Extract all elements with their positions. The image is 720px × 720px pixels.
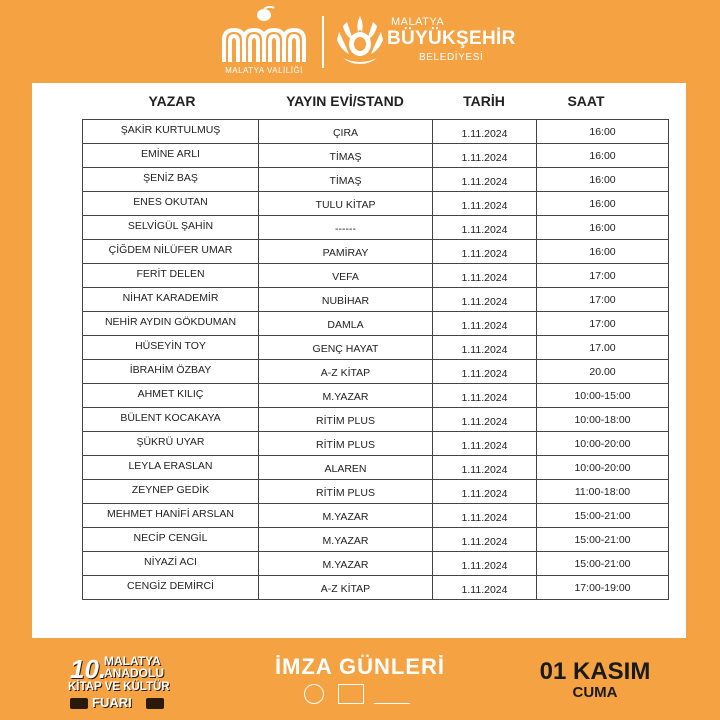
author-cell [83,360,259,384]
author-cell [83,144,259,168]
table-row [83,336,669,360]
time-cell-text: 17:00-19:00 [574,582,631,594]
publisher-cell-text: TİMAŞ [329,175,362,187]
time-cell [537,216,669,240]
time-cell [537,288,669,312]
time-cell [537,264,669,288]
author-cell [83,336,259,360]
date-cell [433,552,537,576]
author-cell [83,456,259,480]
publisher-cell-text: RİTİM PLUS [316,487,375,499]
author-cell [83,240,259,264]
author-cell-text: İBRAHİM ÖZBAY [129,364,212,376]
date-cell-text: 1.11.2024 [461,536,508,548]
date-cell-text: 1.11.2024 [461,416,508,428]
date-cell-text: 1.11.2024 [461,440,508,452]
date-cell-text: 1.11.2024 [461,344,508,356]
author-cell [83,120,259,144]
author-cell-text: ZEYNEP GEDİK [131,484,210,496]
time-cell-text: 15:00-21:00 [574,510,631,522]
time-cell-text: 10:00-18:00 [574,414,631,426]
date-cell [433,480,537,504]
author-cell-text: ŞAKİR KURTULMUŞ [120,124,221,136]
logo-right-line1: MALATYA [391,16,445,28]
publisher-cell [259,312,433,336]
date-cell-text: 1.11.2024 [461,488,508,500]
time-cell-text: 10:00-15:00 [574,390,631,402]
publisher-cell [259,216,433,240]
time-cell-text: 15:00-21:00 [574,558,631,570]
logo-right-line3: BELEDİYESİ [419,52,484,63]
publisher-cell-text: DAMLA [327,319,364,331]
date-cell-text: 1.11.2024 [461,560,508,572]
date-cell [433,216,537,240]
table-row [83,480,669,504]
date-cell-text: 1.11.2024 [461,320,508,332]
author-cell [83,384,259,408]
author-cell-text: FERİT DELEN [136,268,205,280]
date-cell [433,120,537,144]
publisher-cell-text: M.YAZAR [322,559,369,571]
author-cell-text: NECİP CENGİL [133,532,208,544]
author-cell-text: HÜSEYİN TOY [135,340,206,352]
date-cell-text: 1.11.2024 [461,272,508,284]
table-row [83,240,669,264]
header-divider [322,16,324,68]
author-cell-text: AHMET KILIÇ [137,388,204,400]
publisher-cell [259,384,433,408]
time-cell-text: 17:00 [589,318,616,330]
publisher-cell [259,456,433,480]
fair-number: 10. [70,654,107,684]
publisher-cell [259,552,433,576]
author-cell-text: EMİNE ARLI [141,148,200,160]
date-cell-text: 1.11.2024 [461,464,508,476]
author-cell-text: MEHMET HANİFİ ARSLAN [107,508,234,520]
date-cell [433,408,537,432]
time-cell [537,144,669,168]
logo-left-caption: MALATYA VALİLİĞİ [225,66,303,75]
publisher-cell [259,168,433,192]
date-cell [433,528,537,552]
table-row [83,552,669,576]
author-cell-text: NEHİR AYDIN GÖKDUMAN [104,316,237,328]
date-cell [433,456,537,480]
author-cell [83,552,259,576]
publisher-cell [259,576,433,600]
date-cell [433,240,537,264]
time-cell [537,360,669,384]
time-cell [537,576,669,600]
sponsor-seal-icon [304,684,324,704]
time-cell-text: 11:00-18:00 [574,486,631,498]
date-cell [433,264,537,288]
publisher-cell [259,240,433,264]
date-cell [433,192,537,216]
time-cell [537,192,669,216]
fair-line1: MALATYA [104,654,161,668]
publisher-cell-text: ------ [335,223,356,235]
time-cell [537,528,669,552]
time-cell [537,480,669,504]
author-cell [83,264,259,288]
publisher-cell [259,432,433,456]
table-row [83,408,669,432]
book-fair-logo [60,650,185,714]
author-cell [83,576,259,600]
time-cell-text: 16:00 [589,246,616,258]
date-cell-text: 1.11.2024 [461,368,508,380]
publisher-cell-text: ALAREN [324,463,367,475]
column-header-yazar: YAZAR [148,93,196,109]
time-cell-text: 15:00-21:00 [574,534,631,546]
lotus-apricot-icon [335,14,385,70]
date-cell [433,144,537,168]
table-row [83,504,669,528]
publisher-cell-text: PAMİRAY [322,247,369,259]
time-cell-text: 10:00-20:00 [574,438,631,450]
time-cell-text: 17.00 [589,342,616,354]
fair-line4: FUARI [92,695,132,710]
publisher-cell [259,264,433,288]
publisher-cell [259,144,433,168]
date-cell-text: 1.11.2024 [461,296,508,308]
publisher-cell-text: A-Z KİTAP [320,367,371,379]
event-title: İMZA GÜNLERİ [274,654,446,679]
author-cell-text: SELVİGÜL ŞAHİN [127,220,214,232]
table-row [83,168,669,192]
time-cell-text: 16:00 [589,150,616,162]
footer [0,640,720,720]
time-cell-text: 10:00-20:00 [574,462,631,474]
author-cell-text: ŞÜKRÜ UYAR [136,436,205,448]
column-header-tarih: TARİH [463,93,505,109]
table-row [83,216,669,240]
logo-right-line2: BÜYÜKŞEHİR [387,28,516,49]
author-cell-text: NİHAT KARADEMİR [122,292,219,304]
books-right-icon [146,698,164,709]
time-cell [537,312,669,336]
date-cell-text: 1.11.2024 [461,176,508,188]
time-cell [537,336,669,360]
publisher-cell [259,336,433,360]
table-row [83,384,669,408]
author-cell [83,192,259,216]
author-cell [83,312,259,336]
date-cell [433,360,537,384]
table-row [83,264,669,288]
publisher-cell-text: NUBİHAR [321,295,370,307]
date-cell [433,288,537,312]
publisher-cell-text: A-Z KİTAP [320,583,371,595]
date-cell [433,504,537,528]
publisher-cell-text: ÇIRA [332,127,359,139]
publisher-cell-text: M.YAZAR [322,511,369,523]
time-cell-text: 17:00 [589,294,616,306]
column-header-saat: SAAT [567,93,605,109]
books-left-icon [70,698,88,709]
table-row [83,576,669,600]
time-cell [537,240,669,264]
publisher-cell-text: VEFA [332,271,359,283]
table-row [83,120,669,144]
time-cell-text: 16:00 [589,198,616,210]
date-cell [433,168,537,192]
sponsor-kultur-icon [374,684,410,704]
publisher-cell-text: M.YAZAR [322,535,369,547]
author-cell-text: LEYLA ERASLAN [128,460,213,472]
author-cell [83,504,259,528]
publisher-cell-text: RİTİM PLUS [316,415,375,427]
malatya-valiligi-logo [214,6,314,78]
date-cell-text: 1.11.2024 [461,512,508,524]
time-cell [537,408,669,432]
time-cell [537,552,669,576]
author-cell [83,408,259,432]
publisher-cell [259,120,433,144]
author-cell-text: NİYAZİ ACI [144,556,197,568]
time-cell [537,504,669,528]
table-row [83,192,669,216]
author-cell-text: CENGİZ DEMİRCİ [127,580,214,592]
table-row [83,144,669,168]
table-row [83,360,669,384]
author-cell [83,432,259,456]
date-cell [433,576,537,600]
publisher-cell [259,480,433,504]
publisher-cell-text: TİMAŞ [329,151,362,163]
author-cell-text: ÇİĞDEM NİLÜFER UMAR [108,244,233,256]
publisher-cell [259,192,433,216]
date-cell-text: 1.11.2024 [461,224,508,236]
table-row [83,528,669,552]
time-cell-text: 16:00 [589,126,616,138]
author-cell [83,216,259,240]
sponsor-logos [300,684,430,708]
author-cell [83,288,259,312]
date-cell [433,384,537,408]
date-cell [433,432,537,456]
malatya-buyuksehir-logo [335,14,535,74]
time-cell-text: 20.00 [589,366,616,378]
time-cell-text: 17:00 [589,270,616,282]
sponsor-kosger-icon [338,684,364,704]
date-cell-text: 1.11.2024 [461,200,508,212]
author-cell-text: ŞENİZ BAŞ [143,172,198,184]
publisher-cell [259,504,433,528]
table-row [83,456,669,480]
table-row [83,312,669,336]
date-cell-text: 1.11.2024 [461,128,508,140]
publisher-cell-text: TULU KİTAP [315,199,376,211]
publisher-cell-text: RİTİM PLUS [316,439,375,451]
publisher-cell-text: GENÇ HAYAT [312,343,379,355]
time-cell [537,168,669,192]
table-row [83,288,669,312]
author-cell [83,168,259,192]
event-date: 01 KASIM [539,658,651,685]
publisher-cell-text: M.YAZAR [322,391,369,403]
header [0,0,720,82]
date-cell-text: 1.11.2024 [461,584,508,596]
fair-line2: ANADOLU [104,666,164,680]
author-cell [83,528,259,552]
publisher-cell [259,408,433,432]
schedule-card [32,83,686,638]
fair-line3: KİTAP VE KÜLTÜR [68,681,170,693]
date-cell-text: 1.11.2024 [461,392,508,404]
author-cell-text: BÜLENT KOCAKAYA [120,412,221,424]
table-row [83,432,669,456]
time-cell [537,432,669,456]
time-cell-text: 16:00 [589,222,616,234]
time-cell [537,120,669,144]
signing-schedule-table [82,119,669,600]
date-cell-text: 1.11.2024 [461,248,508,260]
date-cell [433,336,537,360]
publisher-cell [259,288,433,312]
column-header-yayin-evi: YAYIN EVİ/STAND [286,93,404,109]
time-cell [537,456,669,480]
time-cell-text: 16:00 [589,174,616,186]
apricot-arches-icon [214,6,314,68]
time-cell [537,384,669,408]
date-cell [433,312,537,336]
date-cell-text: 1.11.2024 [461,152,508,164]
publisher-cell [259,360,433,384]
author-cell-text: ENES OKUTAN [133,196,208,208]
publisher-cell [259,528,433,552]
event-day: CUMA [572,684,618,701]
author-cell [83,480,259,504]
